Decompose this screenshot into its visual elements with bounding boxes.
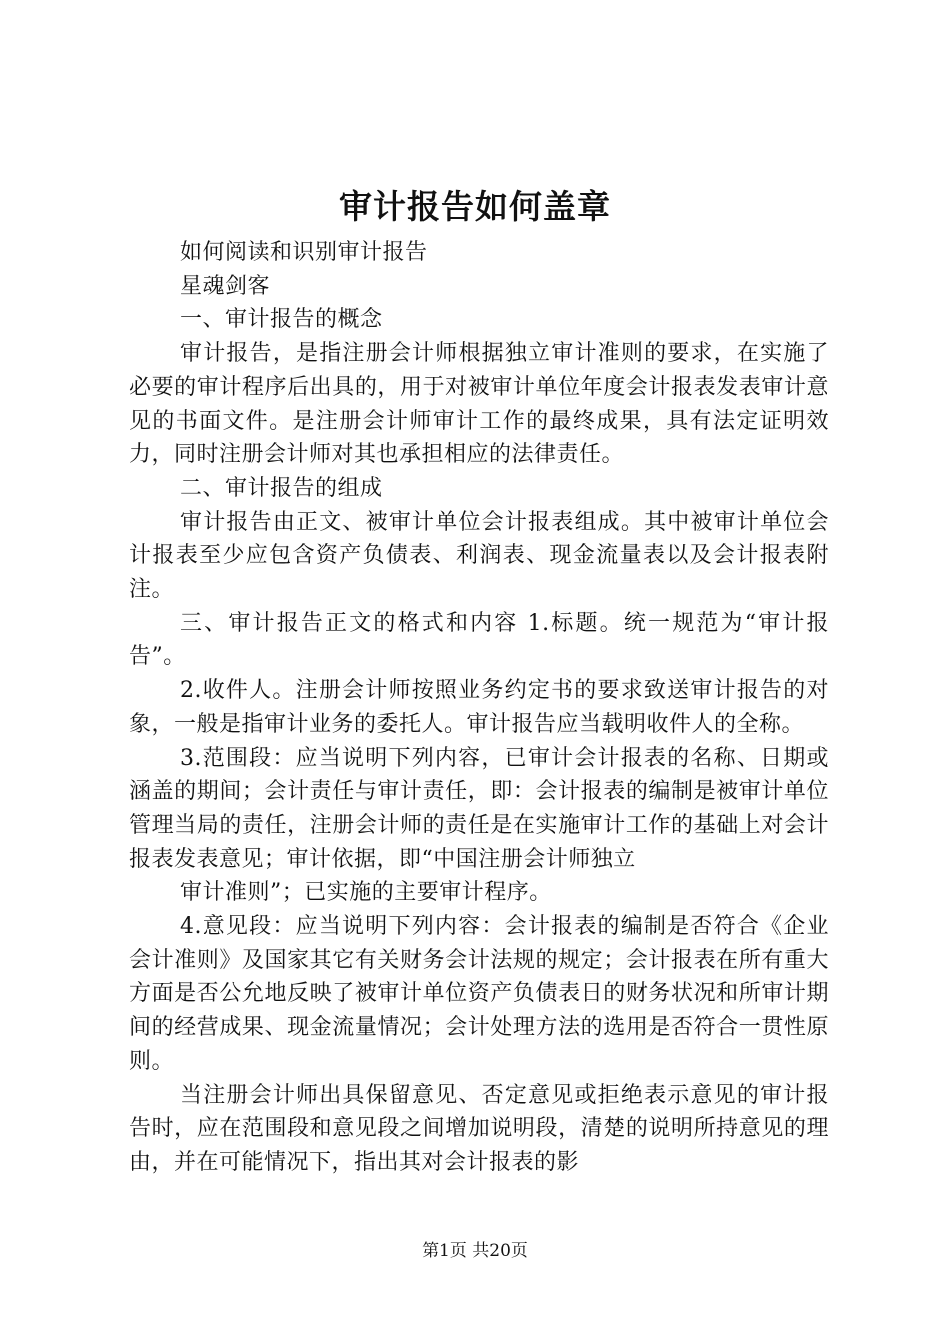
- section-heading-composition: 二、审计报告的组成: [180, 475, 383, 501]
- document-title: 审计报告如何盖章: [339, 187, 611, 226]
- paragraph-recipient: 2.收件人。注册会计师按照业务约定书的要求致送审计报告的对象，一般是指审计业务的委托人。审计报告应当载明收件人的全称。: [129, 678, 829, 737]
- paragraph-concept: 审计报告，是指注册会计师根据独立审计准则的要求，在实施了必要的审计程序后出具的，用于对被审计单位年度会计报表发表审计意见的书面文件。是注册会计师审计工作的最终成果，具有法定证明效力，同时注册会计师对其也承担相应的法律责任。: [129, 341, 829, 468]
- paragraph-author: 星魂剑客: [180, 273, 271, 299]
- document-body: [129, 236, 829, 1180]
- paragraph-subtitle: 如何阅读和识别审计报告: [180, 240, 428, 265]
- paragraph-opinion: 4.意见段：应当说明下列内容：会计报表的编制是否符合《企业会计准则》及国家其它有关财务会计法规的规定；会计报表在所有重大方面是否公允地反映了被审计单位资产负债表日的财务状况和所审计期间的经营成果、现金流量情况；会计处理方法的选用是否符合一贯性原则。: [129, 914, 829, 1074]
- paragraph-composition: 审计报告由正文、被审计单位会计报表组成。其中被审计单位会计报表至少应包含资产负债表、利润表、现金流量表以及会计报表附注。: [129, 509, 829, 603]
- page-footer: 第1页 共20页: [422, 1241, 528, 1261]
- paragraph-scope: 3.范围段：应当说明下列内容，已审计会计报表的名称、日期或涵盖的期间；会计责任与审计责任，即：会计报表的编制是被审计单位管理当局的责任，注册会计师的责任是在实施审计工作的基础上对会计报表发表意见；审计依据，即“中国注册会计师独立: [129, 745, 829, 872]
- paragraph-explanation: 当注册会计师出具保留意见、否定意见或拒绝表示意见的审计报告时，应在范围段和意见段之间增加说明段，清楚的说明所持意见的理由，并在可能情况下，指出其对会计报表的影: [129, 1082, 829, 1175]
- section-heading-format: 三、审计报告正文的格式和内容 1.标题。统一规范为“审计报告”。: [129, 610, 829, 670]
- section-heading-concept: 一、审计报告的概念: [180, 307, 383, 333]
- paragraph-scope-continued: 审计准则”；已实施的主要审计程序。: [180, 880, 552, 906]
